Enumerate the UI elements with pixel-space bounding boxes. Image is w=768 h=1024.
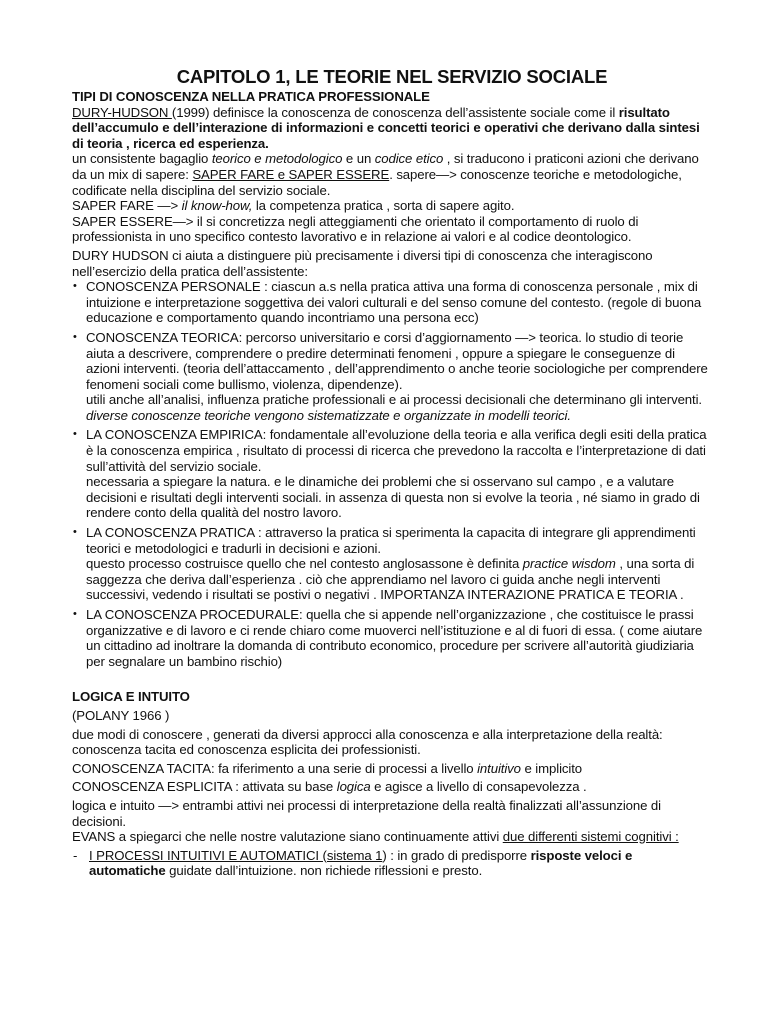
knowledge-types-list — [72, 279, 712, 669]
saper-fare-essere-underlined: SAPER FARE e SAPER ESSERE — [192, 166, 390, 182]
paragraph-dury-hudson-definition: DURY-HUDSON (1999) definisce la conoscenza de conoscenza dell’assistente sociale come il risultato dell’accumulo e dell’interazione di informazioni e concetti teorici e operativi che derivano dalla sintesi di teoria , ricerca ed esperienza. — [72, 104, 700, 151]
dash-marker: - — [73, 847, 78, 863]
section-heading-logica-intuito: LOGICA E INTUITO — [72, 689, 190, 705]
paragraph-saper-essere: SAPER ESSERE—> il si concretizza negli atteggiamenti che orientato il comportamento di ruolo di professionista in uno specifico contesto lavorativo e in relazione ai valori e al codice deontologico. — [72, 213, 639, 245]
author-dury-hudson: DURY-HUDSON — [72, 104, 172, 120]
bullet-marker: • — [73, 280, 77, 293]
cognitive-systems-list — [72, 848, 712, 879]
due-sistemi-underlined: due differenti sistemi cognitivi : — [502, 829, 679, 845]
list-item-conoscenza-personale: • CONOSCENZA PERSONALE : ciascun a.s nella pratica attiva una forma di conoscenza personale , mix di intuizione e interpretazione soggettiva dei valori culturali e del senso comune del contesto. (regole di buona educazione e comportamento quando incontriamo una persona ecc) — [73, 279, 702, 326]
list-item-conoscenza-procedurale: • LA CONOSCENZA PROCEDURALE: quella che si appende nell’organizzazione , che costituisce le prassi organizzative e di lavoro e ci rende chiaro come muoverci nell’istituzione e al di fuori di essa. ( come aiutare un cittadino ad inoltrare la domanda di contributo economico, procedure per scrivere all’autorità giudiziaria per segnalare un bambino rischio) — [73, 607, 703, 669]
paragraph-due-modi: due modi di conoscere , generati da diversi approcci alla conoscenza e alla interpretazione della realtà: conoscenza tacita ed conoscenza esplicita dei professionisti. — [72, 726, 663, 758]
bullet-marker: • — [73, 526, 77, 539]
list-item-conoscenza-teorica: • CONOSCENZA TEORICA: percorso universitario e corsi d’aggiornamento —> teorica. lo studio di teorie aiuta a descrivere, comprendere o predire determinati fenomeni , oppure a spiegare le conseguenze di azioni interventi. (teoria dell’attaccamento , dell’apprendimento o anche teorie sociologiche per comprendere fenomeni sociali come bullismo, violenza, dipendenze). utili anche all’analisi, influenza pratiche professionali e ai processi decisionali che determinano gli interventi. diverse conoscenze teoriche vengono sistematizzate e organizzate in modelli teorici. — [73, 329, 708, 423]
definition-bold: risultato dell’accumulo e dell’interazione di informazioni e concetti teorici e operativi che derivano dalla sintesi di teoria , ricerca ed esperienza. — [72, 104, 700, 151]
paragraph-conoscenza-tacita: CONOSCENZA TACITA: fa riferimento a una serie di processi a livello intuitivo e implicito — [72, 760, 583, 776]
paragraph-evans: EVANS a spiegarci che nelle nostre valutazione siano continuamente attivi due differenti sistemi cognitivi : — [72, 829, 679, 845]
bullet-marker: • — [73, 428, 77, 441]
paragraph-conoscenza-esplicita: CONOSCENZA ESPLICITA : attivata su base logica e agisce a livello di consapevolezza . — [72, 779, 587, 795]
list-item-sistema-1: - I PROCESSI INTUITIVI E AUTOMATICI (sistema 1) : in grado di predisporre risposte veloci e automatiche guidate dall’intuizione. non richiede riflessioni e presto. — [73, 847, 633, 879]
list-item-conoscenza-empirica: • LA CONOSCENZA EMPIRICA: fondamentale all’evoluzione della teoria e alla verifica degli esiti della pratica è la conoscenza empirica , risultato di processi di ricerca che prevedono la raccolta e l’interpretazione di dati sull’attività del servizio sociale. necessaria a spiegare la natura. e le dinamiche dei problemi che si osservano sul campo , e a valutare decisioni e risultati degli interventi sociali. in assenza di questa non si evolve la teoria , né siamo in grado di rendere conto della qualità del nostro lavoro. — [73, 427, 707, 521]
section-heading-tipi-conoscenza: TIPI DI CONOSCENZA NELLA PRATICA PROFESSIONALE — [72, 89, 430, 104]
list-item-conoscenza-pratica: • LA CONOSCENZA PRATICA : attraverso la pratica si sperimenta la capacita di integrare gli apprendimenti teorici e metodologici e tradurli in decisioni e azioni. questo processo costruisce quello che nel contesto anglosassone è definita practice wisdom , una sorta di saggezza che deriva dall’esperienza . ciò che apprendiamo nel lavoro ci guida anche negli interventi successivi, vedendo i risultati se postivi o negativi . IMPORTANZA INTERAZIONE PRATICA E TEORIA . — [73, 525, 696, 603]
page-title: CAPITOLO 1, LE TEORIE NEL SERVIZIO SOCIALE — [176, 66, 608, 87]
paragraph-logica-intuito: logica e intuito —> entrambi attivi nei processi di interpretazione della realtà finalizzati all’assunzione di decisioni. — [72, 797, 661, 829]
paragraph-saper-fare: SAPER FARE —> il know-how, la competenza pratica , sorta di sapere agito. — [72, 198, 515, 214]
bullet-marker: • — [73, 330, 77, 343]
bullet-marker: • — [73, 608, 77, 620]
paragraph-dury-intro: DURY HUDSON ci aiuta a distinguere più precisamente i diversi tipi di conoscenza che interagiscono nell’esercizio della pratica dell’assistente: — [72, 247, 653, 279]
paragraph-bagaglio: un consistente bagaglio teorico e metodologico e un codice etico , si traducono i praticoni azioni che derivano da un mix di sapere: SAPER FARE e SAPER ESSERE. sapere—> conoscenze teoriche e metodologiche, codificate nella disciplina del servizio sociale. — [72, 151, 699, 198]
citation-polany: (POLANY 1966 ) — [72, 707, 170, 723]
